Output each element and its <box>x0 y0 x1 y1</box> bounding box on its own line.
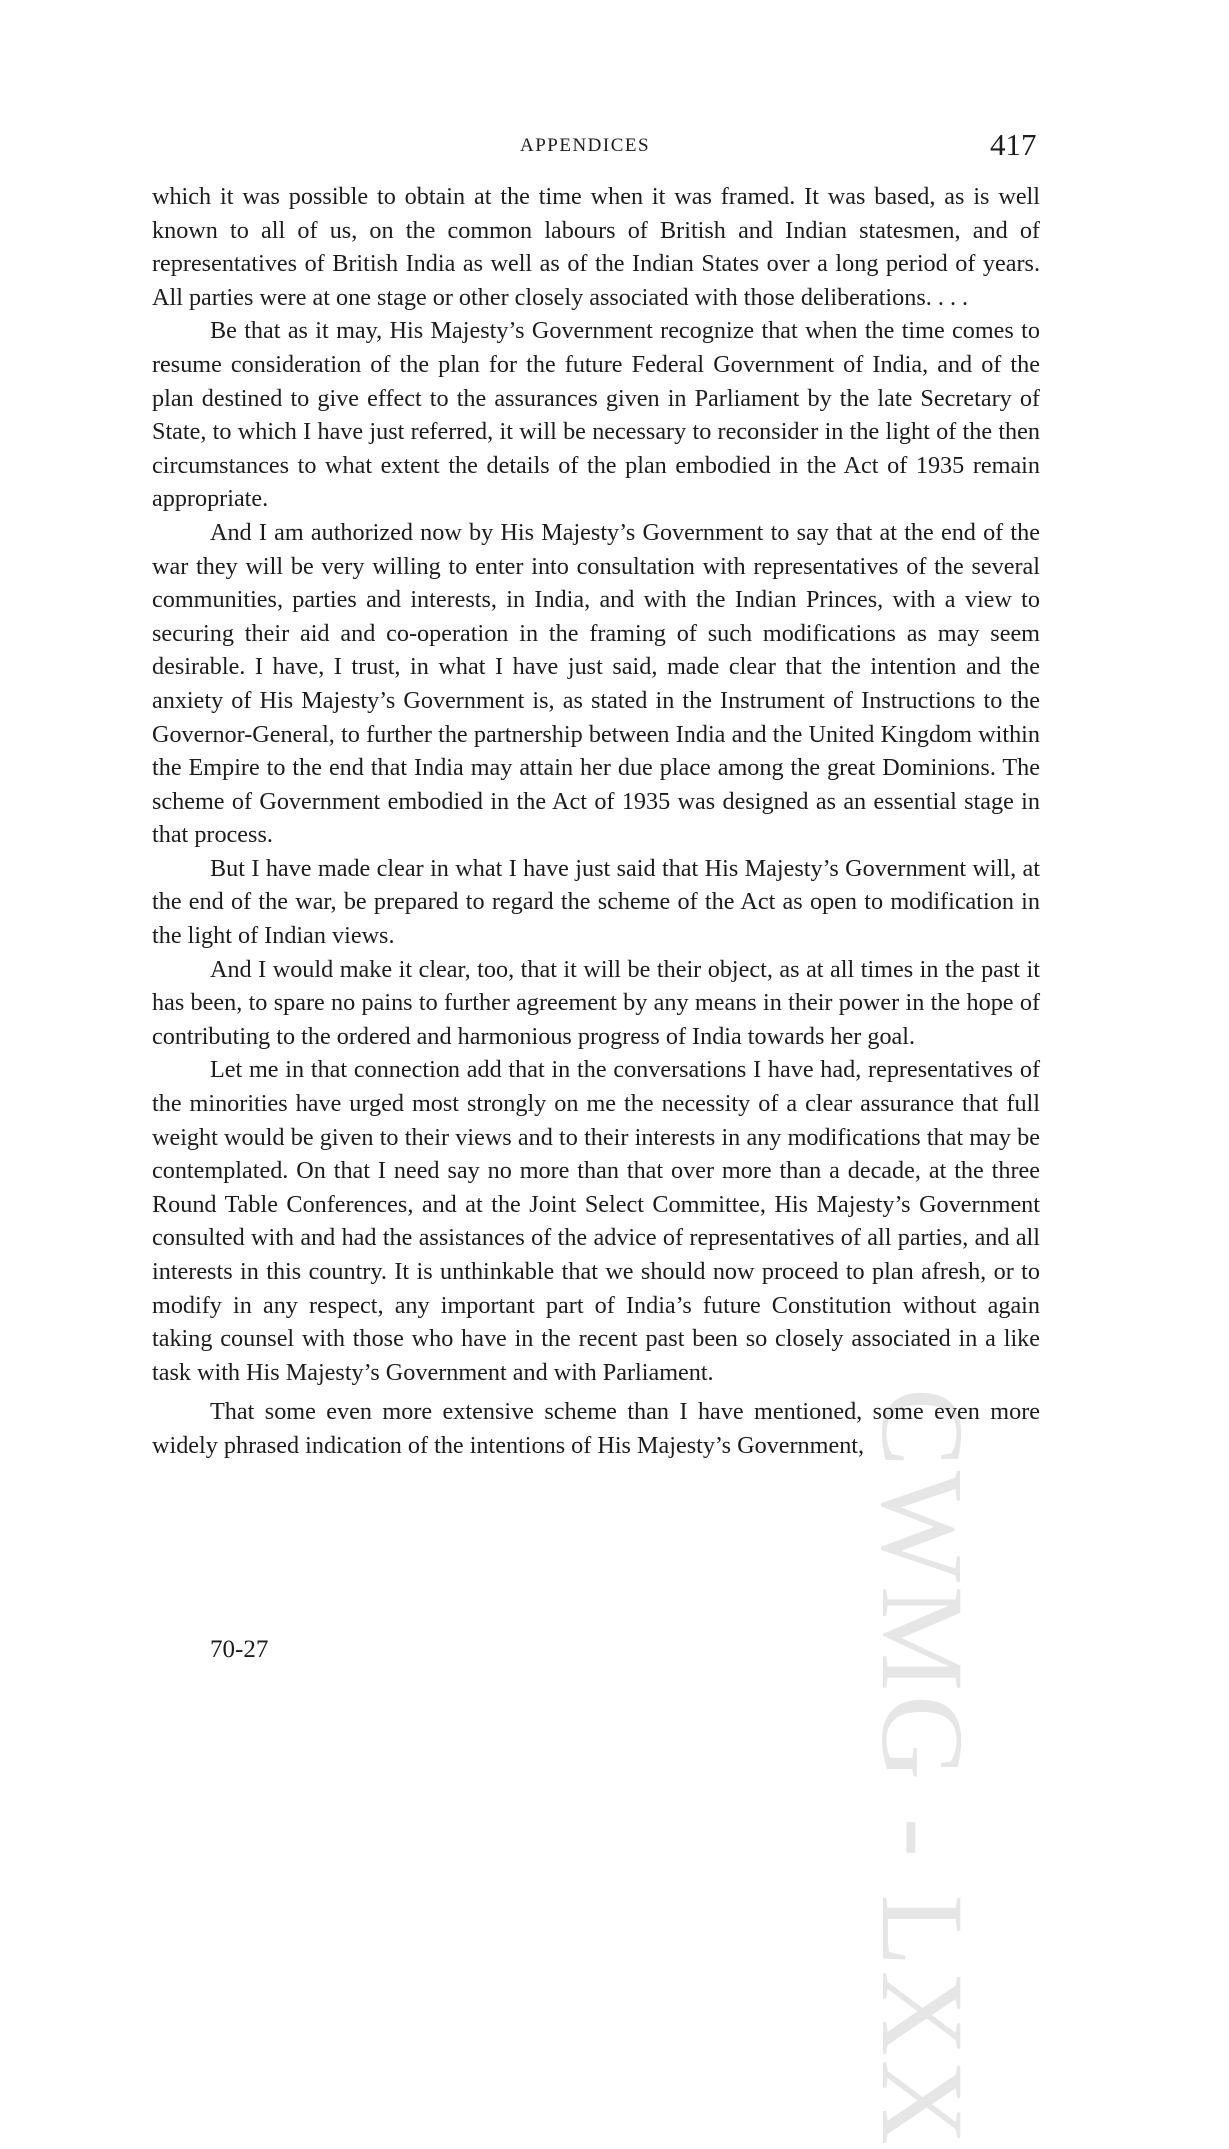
paragraph: which it was possible to obtain at the time when it was framed. It was based, as is well known to all of us, on the common labours of British and Indian statesmen, and of representatives of British India as well as of the Indian States over a long period of years. All parties were at one stage or other closely associated with those deliberations. . . . <box>152 183 1040 311</box>
page-number: 417 <box>990 127 1037 162</box>
running-head: APPENDICES <box>520 135 651 156</box>
paragraph: And I am authorized now by His Majesty’s Government to say that at the end of the war they will be very willing to enter into consultation with representatives of the several communities, parties and interests, in India, and with the Indian Princes, with a view to securing their aid and co-operation in the framing of such modifications as may seem desirable. I have, I trust, in what I have just said, made clear that the intention and the anxiety of His Majesty’s Government is, as stated in the Instrument of Instructions to the Governor-General, to further the partnership between India and the United Kingdom within the Empire to the end that India may attain her due place among the great Dominions. The scheme of Government embodied in the Act of 1935 was designed as an essential stage in that process. <box>152 518 1040 849</box>
paragraph: And I would make it clear, too, that it will be their object, as at all times in the past it has been, to spare no pains to further agreement by any means in their power in the hope of contributing to the ordered and harmonious progress of India towards her goal. <box>152 955 1040 1050</box>
paragraph: But I have made clear in what I have just said that His Majesty’s Government will, at the end of the war, be prepared to regard the scheme of the Act as open to modification in the light of Indian views. <box>152 854 1040 950</box>
watermark-text: CWMG - LXX <box>857 1388 988 2149</box>
body-text <box>152 180 1040 1463</box>
paragraph: Be that as it may, His Majesty’s Government recognize that when the time comes to resume consideration of the plan for the future Federal Government of India, and of the plan destined to give effect to the assurances given in Parliament by the late Secretary of State, to which I have just referred, it will be necessary to reconsider in the light of the then circumstances to what extent the details of the plan embodied in the Act of 1935 remain appropriate. <box>152 317 1040 513</box>
signature-mark: 70-27 <box>210 1636 269 1663</box>
paragraph: Let me in that connection add that in the conversations I have had, representatives of the minorities have urged most strongly on me the necessity of a clear assurance that full weight would be given to their views and to their interests in any modifications that may be contemplated. On that I need say no more than that over more than a decade, at the three Round Table Conferences, and at the Joint Select Committee, His Majesty’s Government consulted with and had the assistances of the advice of representatives of all parties, and all interests in this country. It is unthinkable that we should now proceed to plan afresh, or to modify in any respect, any important part of India’s future Constitution without again taking counsel with those who have in the recent past been so closely associated in a like task with His Majesty’s Government and with Parliament. <box>152 1056 1040 1386</box>
paragraph: That some even more extensive scheme than I have mentioned, some even more widely phrased indication of the intentions of His Majesty’s Government, <box>152 1398 1040 1459</box>
